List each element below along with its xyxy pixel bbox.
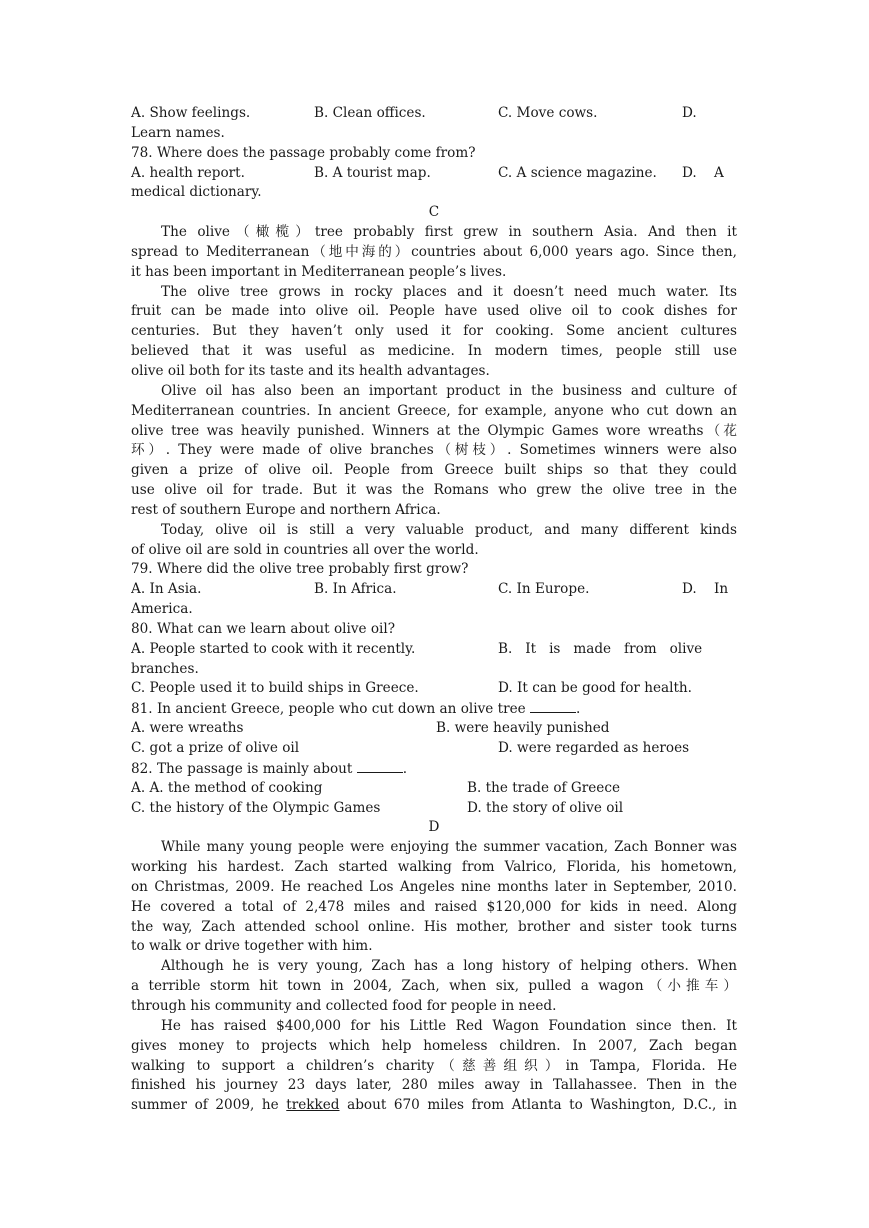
- para-line: While many young people were enjoying the summer vacation, Zach Bonner was: [161, 839, 737, 856]
- q82-options-ab: [131, 779, 737, 799]
- para-line: a terrible storm hit town in 2004, Zach, when six, pulled a wagon（小推车）: [131, 978, 737, 995]
- para-line: on Christmas, 2009. He reached Los Angeles nine months later in September, 2010.: [131, 878, 737, 895]
- option-a: A. were wreaths: [131, 720, 244, 737]
- option-c: C. the history of the Olympic Games: [131, 799, 381, 816]
- q81-options-cd: [131, 739, 737, 759]
- question-80: 80. What can we learn about olive oil?: [131, 620, 396, 637]
- para-line: Olive oil has also been an important product in the business and culture of: [161, 382, 737, 399]
- option-a: A. In Asia.: [131, 581, 202, 598]
- option-c: C. got a prize of olive oil: [131, 740, 300, 756]
- option-d: D.: [682, 105, 697, 121]
- q80-options-cd: [131, 679, 737, 699]
- q82-options-cd: [131, 799, 737, 819]
- q78-options: [131, 164, 737, 184]
- q80-options-ab: [131, 640, 737, 660]
- text-run: summer of 2009, he: [131, 1097, 279, 1114]
- question-81: [131, 699, 737, 719]
- question-78: 78. Where does the passage probably come from?: [131, 144, 476, 161]
- section-heading-c: C: [428, 204, 440, 221]
- option-d: D. In: [682, 581, 729, 598]
- answer-blank: [357, 759, 403, 773]
- option-b: B. Clean offices.: [314, 105, 426, 121]
- para-line: rest of southern Europe and northern Africa.: [131, 501, 441, 518]
- option-d: D. the story of olive oil: [467, 799, 624, 816]
- option-b-cont: branches.: [131, 660, 199, 677]
- para-line: [131, 1096, 737, 1116]
- option-c: C. Move cows.: [498, 105, 598, 121]
- option-d: D. were regarded as heroes: [498, 740, 690, 756]
- option-a: A. health report.: [131, 164, 245, 181]
- question-stem: 82. The passage is mainly about: [131, 760, 353, 777]
- question-stem-end: .: [576, 701, 581, 718]
- question-79: 79. Where did the olive tree probably first grow?: [131, 561, 469, 578]
- para-line: centuries. But they haven’t only used it for cooking. Some ancient cultures: [131, 323, 737, 340]
- para-line: spread to Mediterranean（地中海的）countries about 6,000 years ago. Since then,: [131, 243, 737, 260]
- para-line: fruit can be made into olive oil. People have used olive oil to cook dishes for: [131, 303, 737, 320]
- option-a: A. Show feelings.: [131, 105, 251, 121]
- answer-blank: [530, 699, 576, 713]
- para-line: Although he is very young, Zach has a long history of helping others. When: [161, 958, 737, 975]
- para-line: walking to support a children’s charity（慈善组织）in Tampa, Florida. He: [131, 1057, 737, 1074]
- para-line: olive oil both for its taste and its health advantages.: [131, 362, 490, 379]
- exam-text: [131, 104, 737, 1116]
- option-c: C. People used it to build ships in Greece.: [131, 680, 419, 697]
- para-line: to walk or drive together with him.: [131, 938, 373, 955]
- para-line: gives money to projects which help homeless children. In 2007, Zach began: [131, 1037, 737, 1054]
- option-c: C. A science magazine.: [498, 164, 657, 181]
- para-line: He has raised $400,000 for his Little Red Wagon Foundation since then. It: [161, 1017, 737, 1034]
- para-line: olive tree was heavily punished. Winners at the Olympic Games wore wreaths（花: [131, 422, 737, 439]
- option-d: D. It can be good for health.: [498, 680, 692, 697]
- para-line: the way, Zach attended school online. His mother, brother and sister took turns: [131, 918, 737, 935]
- option-d-cont: medical dictionary.: [131, 184, 262, 201]
- question-82: [131, 759, 737, 779]
- question-stem-end: .: [402, 760, 408, 777]
- para-line: The olive tree grows in rocky places and it doesn’t need much water. Its: [161, 283, 737, 300]
- para-line: finished his journey 23 days later, 280 miles away in Tallahassee. Then in the: [131, 1077, 737, 1094]
- question-stem: 81. In ancient Greece, people who cut down an olive tree: [131, 701, 526, 718]
- option-b: B. In Africa.: [314, 581, 397, 598]
- underlined-word: trekked: [286, 1097, 340, 1114]
- text-run: about 670 miles from Atlanta to Washington, D.C., in: [347, 1097, 737, 1114]
- q81-options-ab: [131, 719, 737, 739]
- option-b: B. the trade of Greece: [467, 779, 620, 796]
- option-a: A. A. the method of cooking: [131, 779, 323, 796]
- para-line: Today, olive oil is still a very valuable product, and many different kinds: [161, 521, 737, 538]
- option-d-cont: Learn names.: [131, 124, 225, 141]
- option-a: A. People started to cook with it recently.: [131, 640, 416, 657]
- para-line: 环）. They were made of olive branches（树枝）. Sometimes winners were also: [131, 442, 737, 459]
- option-d: D. A: [682, 164, 724, 181]
- para-line: Mediterranean countries. In ancient Greece, for example, anyone who cut down an: [131, 402, 737, 419]
- para-line: The olive（橄榄）tree probably first grew in southern Asia. And then it: [161, 224, 737, 241]
- option-c: C. In Europe.: [498, 581, 590, 598]
- option-d-cont: America.: [131, 601, 193, 618]
- option-b: B. It is made from olive: [498, 640, 703, 657]
- para-line: working his hardest. Zach started walking from Valrico, Florida, his hometown,: [131, 859, 737, 876]
- option-b: B. were heavily punished: [436, 720, 610, 737]
- para-line: it has been important in Mediterranean people’s lives.: [131, 263, 507, 280]
- para-line: through his community and collected food for people in need.: [131, 997, 557, 1014]
- q79-options: [131, 580, 737, 600]
- option-b: B. A tourist map.: [314, 164, 431, 181]
- para-line: He covered a total of 2,478 miles and raised $120,000 for kids in need. Along: [131, 898, 737, 915]
- para-line: use olive oil for trade. But it was the Romans who grew the olive tree in the: [131, 482, 737, 499]
- section-heading-d: D: [428, 819, 440, 836]
- para-line: believed that it was useful as medicine. In modern times, people still use: [131, 343, 737, 360]
- para-line: given a prize of olive oil. People from Greece built ships so that they could: [131, 462, 737, 479]
- para-line: of olive oil are sold in countries all over the world.: [131, 541, 479, 558]
- q77-options: [131, 104, 737, 124]
